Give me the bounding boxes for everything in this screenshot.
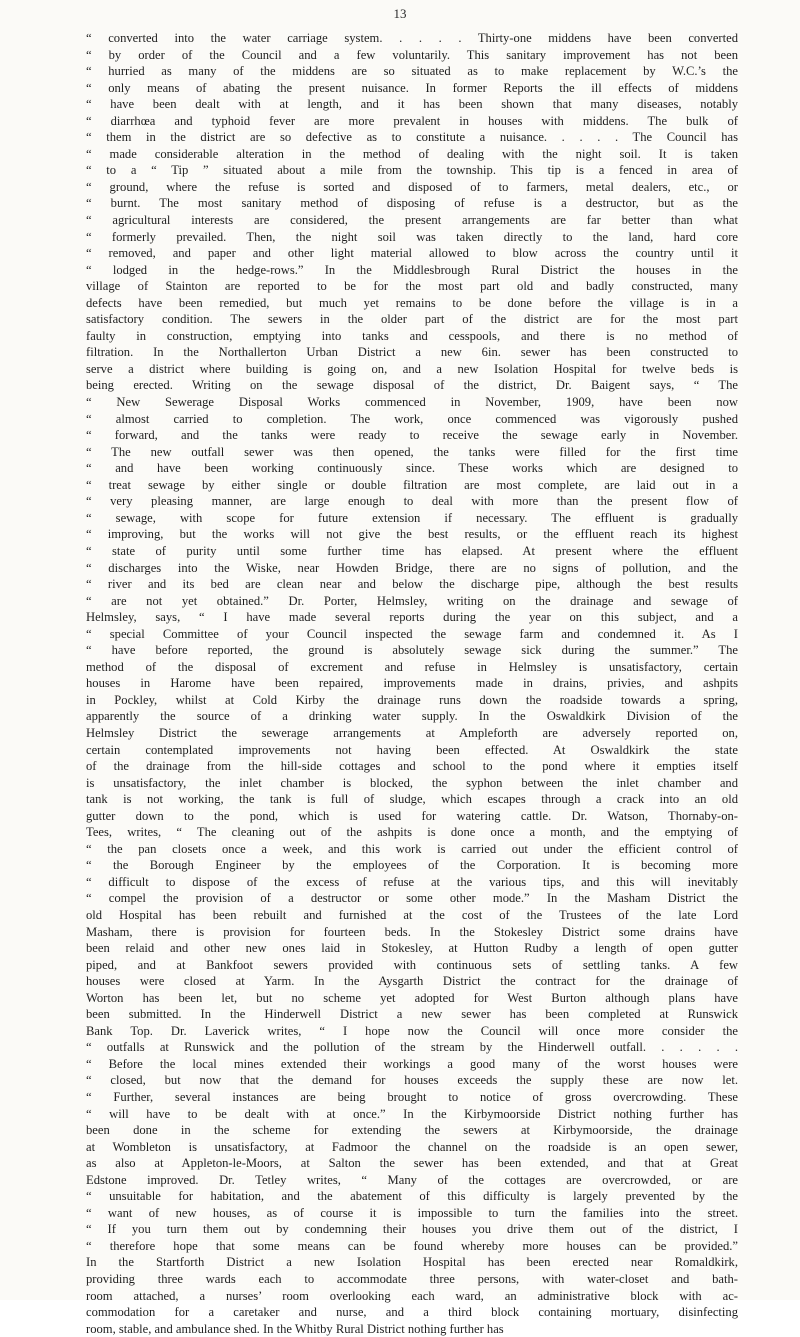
text-line: “ outfalls at Runswick and the pollution of the stream by the Hinderwell outfall. . . . . .	[86, 1040, 738, 1055]
text-line: “ forward, and the tanks were ready to receive the sewage early in November.	[86, 428, 738, 443]
text-line: “ are not yet obtained.” Dr. Porter, Helmsley, writing on the drainage and sewage of	[86, 593, 738, 608]
text-line: is unsatisfactory, the inlet chamber is blocked, the syphon between the inlet chamber and	[86, 775, 738, 790]
text-line: “ to a “ Tip ” situated about a mile from the township. This tip is a fenced in area of	[86, 163, 738, 178]
text-line: Helmsley District the sewerage arrangements at Ampleforth are adversely reported on,	[86, 725, 738, 740]
text-line: room, stable, and ambulance shed. In the Whitby Rural District nothing further has	[86, 1321, 504, 1336]
text-line: old Hospital has been rebuilt and furnished at the cost of the Trustees of the late Lord	[86, 907, 738, 922]
text-line: at Wombleton is unsatisfactory, at Fadmoor the channel on the roadside is an open sewer,	[86, 1139, 738, 1154]
text-line: Bank Top. Dr. Laverick writes, “ I hope now the Council will once more consider the	[86, 1023, 738, 1038]
text-line: “ very pleasing manner, are large enough to deal with more than the present flow of	[86, 494, 738, 509]
text-line: of the drainage from the hill-side cottages and school to the pond where it empties itself	[86, 759, 738, 774]
text-line: “ agricultural interests are considered, the present arrangements are far better than what	[86, 213, 738, 228]
text-line: “ diarrhœa and typhoid fever are more prevalent in houses with middens. The bulk of	[86, 113, 738, 128]
text-line: “ the Borough Engineer by the employees of the Corporation. It is becoming more	[86, 858, 738, 873]
text-line: providing three wards each to accommodate three persons, with water-closet and bath-	[86, 1272, 738, 1287]
text-line: “ river and its bed are clean near and below the discharge pipe, although the best results	[86, 577, 738, 592]
text-line: defects have been remedied, but much yet remains to be done before the village is in a	[86, 295, 738, 310]
text-line: “ made considerable alteration in the method of dealing with the night soil. It is taken	[86, 146, 738, 161]
text-line: “ closed, but now that the demand for houses exceeds the supply these are now let.	[86, 1073, 738, 1088]
text-line: Tees, writes, “ The cleaning out of the ashpits is done once a month, and the emptying of	[86, 825, 738, 840]
text-line: filtration. In the Northallerton Urban District a new 6in. sewer has been constructed to	[86, 345, 738, 360]
text-line: “ and have been working continuously since. These works which are designed to	[86, 461, 738, 476]
text-line: “ almost carried to completion. The work, once commenced was vigorously pushed	[86, 411, 738, 426]
text-line: “ will have to be dealt with at once.” In the Kirbymoorside District nothing further has	[86, 1106, 738, 1121]
text-line: gutter down to the pond, which is used for watering cattle. Dr. Watson, Thornaby-on-	[86, 808, 738, 823]
text-line: “ the pan closets once a week, and this work is carried out under the efficient control of	[86, 841, 738, 856]
text-line: as also at Appleton-le-Moors, at Salton the sewer has been extended, and that at Great	[86, 1156, 738, 1171]
text-line: room attached, a nurses’ room overlooking each ward, an administrative block with ac-	[86, 1288, 738, 1303]
text-line: apparently the source of a drinking water supply. In the Oswaldkirk Division of the	[86, 709, 738, 724]
text-line: “ Before the local mines extended their workings a good many of the worst houses were	[86, 1056, 738, 1071]
text-line: “ therefore hope that some means can be found whereby more houses can be provided.”	[86, 1238, 738, 1253]
text-line: houses in Harome have been repaired, improvements made in drains, privies, and ashpits	[86, 676, 738, 691]
text-line: “ converted into the water carriage system. . . . . Thirty-one middens have been converted	[86, 31, 738, 45]
text-line: been relaid and other new ones laid in Stokesley, at Hutton Rudby a length of open gutter	[86, 941, 738, 956]
text-line: “ have been dealt with at length, and it has been shown that many diseases, notably	[86, 97, 738, 112]
text-line: “ sewage, with scope for future extension if necessary. The effluent is gradually	[86, 510, 738, 525]
text-line: houses were closed at Yarm. In the Aysgarth District the contract for the drainage of	[86, 974, 738, 989]
text-line: being erected. Writing on the sewage disposal of the district, Dr. Baigent says, “ The	[86, 378, 738, 393]
text-line: faulty in construction, emptying into tanks and cesspools, and there is no method of	[86, 328, 738, 343]
text-line: been submitted. In the Hinderwell District a new sewer has been completed at Runswick	[86, 1007, 738, 1022]
text-line: method of the disposal of excrement and refuse in Helmsley is unsatisfactory, certain	[86, 659, 738, 674]
text-line: “ special Committee of your Council inspected the sewage farm and condemned it. As I	[86, 626, 738, 641]
text-line: satisfactory condition. The sewers in the older part of the district are for the most part	[86, 312, 738, 327]
text-line: “ state of purity until some further time has elapsed. At present where the effluent	[86, 543, 738, 558]
text-line: Edstone improved. Dr. Tetley writes, “ Many of the cottages are overcrowded, or are	[86, 1172, 738, 1187]
text-line: “ If you turn them out by condemning their houses you drive them out of the district, I	[86, 1222, 738, 1237]
text-line: Helmsley, says, “ I have made several reports during the year on this subject, and a	[86, 610, 738, 625]
text-line: village of Stainton are reported to be for the most part old and badly constructed, many	[86, 279, 738, 294]
text-line: “ lodged in the hedge-rows.” In the Middlesbrough Rural District the houses in the	[86, 262, 738, 277]
body-text	[86, 30, 738, 1337]
text-line: commodation for a caretaker and nurse, and a third block containing mortuary, disinfecting	[86, 1305, 738, 1320]
text-line: been done in the scheme for extending the sewers at Kirbymoorside, the drainage	[86, 1123, 738, 1138]
text-line: “ hurried as many of the middens are so situated as to make replacement by W.C.’s the	[86, 64, 738, 79]
text-line: “ New Sewerage Disposal Works commenced in November, 1909, have been now	[86, 395, 738, 410]
text-line: Masham, there is provision for fourteen beds. In the Stokesley District some drains have	[86, 924, 738, 939]
text-line: “ treat sewage by either single or double filtration are most complete, are laid out in a	[86, 477, 738, 492]
text-line: “ unsuitable for habitation, and the abatement of this difficulty is largely prevented by the	[86, 1189, 738, 1204]
text-line: “ only means of abating the present nuisance. In former Reports the ill effects of middens	[86, 80, 738, 95]
text-line: “ improving, but the works will not give the best results, or the effluent reach its highest	[86, 527, 738, 542]
text-line: “ discharges into the Wiske, near Howden Bridge, there are no signs of pollution, and the	[86, 560, 738, 575]
text-line: tank is not working, the tank is full of sludge, which escapes through a crack into an old	[86, 792, 738, 807]
text-line: “ compel the provision of a destructor or some other mode.” In the Masham District the	[86, 891, 738, 906]
text-line: “ burnt. The most sanitary method of disposing of refuse is a destructor, but as the	[86, 196, 738, 211]
text-line: piped, and at Bankfoot sewers provided with continuous sets of settling tanks. A few	[86, 957, 738, 972]
text-line: “ by order of the Council and a few voluntarily. This sanitary improvement has not been	[86, 47, 738, 62]
text-line: Worton has been let, but no scheme yet adopted for West Burton although plans have	[86, 990, 738, 1005]
text-line: “ formerly prevailed. Then, the night soil was taken directly to the land, hard core	[86, 229, 738, 244]
text-line: certain contemplated improvements not having been effected. At Oswaldkirk the state	[86, 742, 738, 757]
text-line: In the Startforth District a new Isolation Hospital has been erected near Romaldkirk,	[86, 1255, 738, 1270]
text-line: “ Further, several instances are being brought to notice of gross overcrowding. These	[86, 1090, 738, 1104]
text-line: serve a district where building is going on, and a new Isolation Hospital for twelve beds is	[86, 361, 738, 376]
text-line: “ The new outfall sewer was then opened, the tanks were filled for the first time	[86, 444, 738, 459]
text-line: “ have before reported, the ground is absolutely sewage sick during the summer.” The	[86, 643, 738, 658]
page-number: 13	[393, 6, 407, 21]
text-line: “ ground, where the refuse is sorted and disposed of to farmers, metal dealers, etc., or	[86, 179, 738, 194]
text-line: “ them in the district are so defective as to constitute a nuisance. . . . . The Council has	[86, 130, 738, 145]
text-line: in Pockley, whilst at Cold Kirby the drainage runs down the roadside towards a spring,	[86, 692, 738, 707]
text-line: “ want of new houses, as of course it is impossible to turn the families into the street.	[86, 1205, 738, 1220]
text-line: “ removed, and paper and other light material allowed to blow across the country until it	[86, 246, 738, 261]
text-line: “ difficult to dispose of the excess of refuse at the various tips, and this will inevitably	[86, 874, 738, 889]
